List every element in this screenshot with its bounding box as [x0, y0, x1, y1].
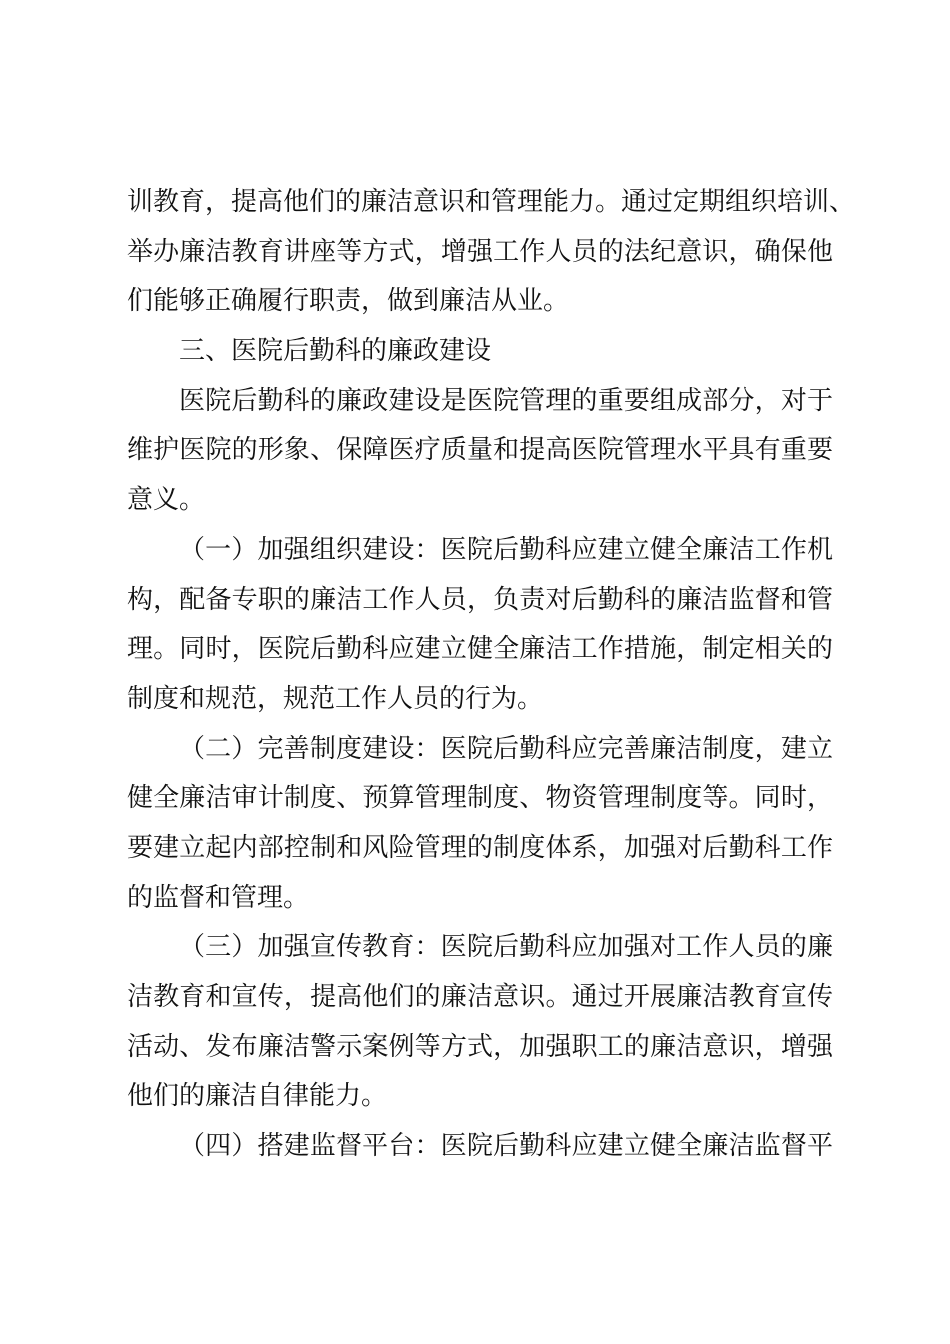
text-line: 维护医院的形象、保障医疗质量和提高医院管理水平具有重要 [127, 435, 833, 466]
text-line: 洁教育和宣传，提高他们的廉洁意识。通过开展廉洁教育宣传 [127, 982, 833, 1012]
text-line: （一）加强组织建设：医院后勤科应建立健全廉洁工作机 [179, 534, 833, 565]
text-line: 的监督和管理。 [127, 882, 310, 913]
text-line: （三）加强宣传教育：医院后勤科应加强对工作人员的廉 [179, 932, 833, 963]
text-line: 训教育，提高他们的廉洁意识和管理能力。通过定期组织培训、 [127, 187, 856, 217]
text-line: 制度和规范，规范工作人员的行为。 [127, 683, 544, 714]
text-line: 举办廉洁教育讲座等方式，增强工作人员的法纪意识，确保他 [127, 236, 833, 267]
text-line: 要建立起内部控制和风险管理的制度体系，加强对后勤科工作 [127, 832, 833, 863]
text-line: 意义。 [127, 485, 206, 516]
text-line: 理。同时，医院后勤科应建立健全廉洁工作措施，制定相关的 [127, 634, 833, 665]
text-line: 他们的廉洁自律能力。 [127, 1081, 388, 1112]
text-line: 健全廉洁审计制度、预算管理制度、物资管理制度等。同时， [127, 783, 833, 814]
document-body [127, 178, 856, 1172]
text-line: 们能够正确履行职责，做到廉洁从业。 [127, 286, 570, 317]
section-heading: 三、医院后勤科的廉政建设 [179, 336, 492, 367]
text-line: （二）完善制度建设：医院后勤科应完善廉洁制度，建立 [179, 733, 833, 764]
text-line: 医院后勤科的廉政建设是医院管理的重要组成部分，对于 [179, 385, 833, 416]
text-line: 构，配备专职的廉洁工作人员，负责对后勤科的廉洁监督和管 [127, 584, 833, 615]
text-line: （四）搭建监督平台：医院后勤科应建立健全廉洁监督平 [179, 1131, 833, 1162]
text-line: 活动、发布廉洁警示案例等方式，加强职工的廉洁意识，增强 [127, 1031, 833, 1062]
